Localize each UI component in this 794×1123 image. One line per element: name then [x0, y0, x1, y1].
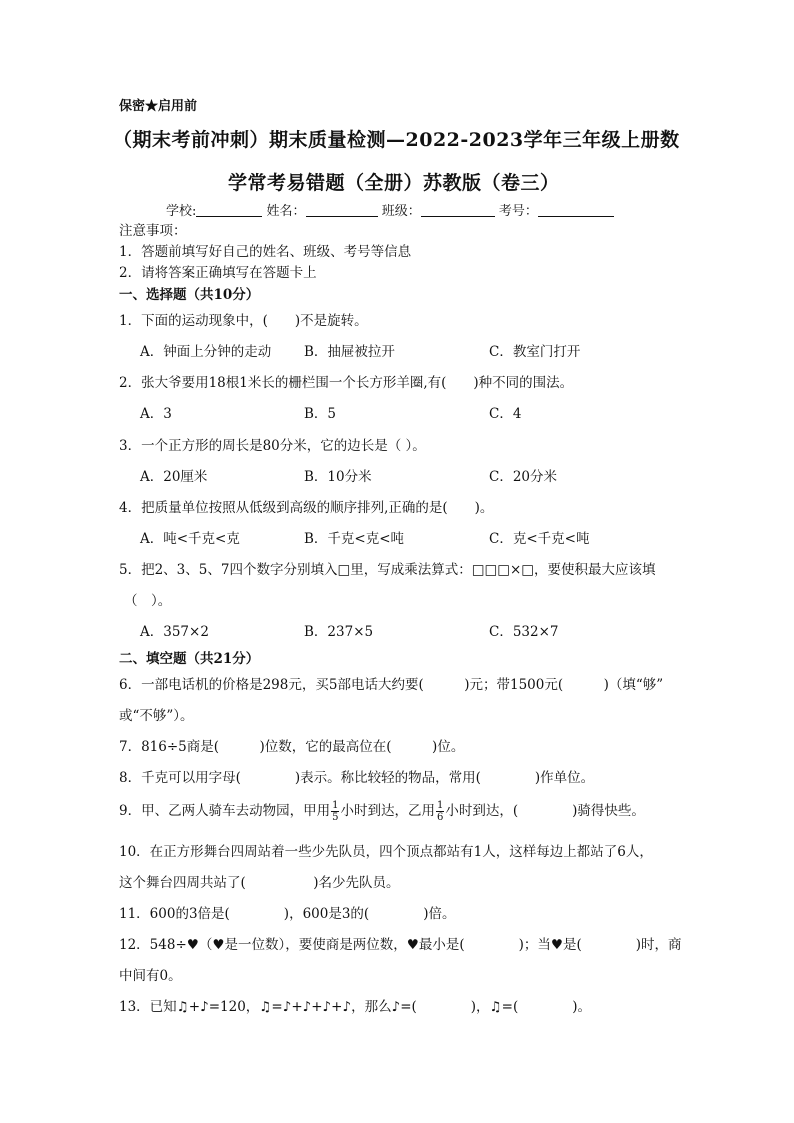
question-10-line-2: 这个舞台四周共站了( )名少先队员。: [119, 875, 400, 891]
q5-option-b: B．237×5: [304, 624, 374, 640]
q2-option-c: C．4: [489, 406, 522, 422]
exam-no-blank[interactable]: [538, 202, 614, 217]
question-8: 8．千克可以用字母( )表示。称比较轻的物品，常用( )作单位。: [119, 770, 595, 786]
exam-title-line-2: 学常考易错题（全册）苏教版（卷三）: [228, 172, 560, 194]
confidential-mark: 保密★启用前: [119, 99, 198, 114]
q2-option-a: A．3: [140, 406, 172, 422]
question-11: 11．600的3倍是( )，600是3的( )倍。: [119, 906, 456, 922]
notes-heading: 注意事项：: [119, 223, 187, 239]
question-6-line-1: 6．一部电话机的价格是298元，买5部电话大约要( )元；带1500元( )（填“够”: [119, 677, 664, 693]
class-blank[interactable]: [421, 202, 495, 217]
question-12-line-1: 12．548÷♥（♥是一位数），要使商是两位数，♥最小是( )；当♥是( )时，商: [119, 937, 682, 953]
class-label: 班级：: [381, 204, 421, 219]
question-10-line-1: 10．在正方形舞台四周站着一些少先队员，四个顶点都站有1人，这样每边上都站了6人，: [119, 844, 653, 860]
q1-option-b: B．抽屉被拉开: [304, 344, 395, 360]
q3-option-a: A．20厘米: [140, 469, 208, 485]
question-7: 7．816÷5商是( )位数，它的最高位在( )位。: [119, 739, 465, 755]
q9-text-3: 小时到达，( )骑得快些。: [445, 803, 645, 819]
question-2: 2．张大爷要用18根1米长的栅栏围一个长方形羊圈,有( )种不同的围法。: [119, 375, 574, 391]
q9-text-1: 9．甲、乙两人骑车去动物园，甲用: [119, 803, 331, 819]
question-5: 5．把2、3、5、7四个数字分别填入□里，写成乘法算式：□□□×□，要使积最大应该填: [119, 562, 656, 578]
notes-item-1: 1．答题前填写好自己的姓名、班级、考号等信息: [119, 244, 412, 260]
name-blank[interactable]: [306, 202, 378, 217]
school-label: 学校:: [166, 204, 197, 219]
q9-fraction-yi: $\frac{1}{6}$: [436, 800, 444, 823]
exam-title-line-1: （期末考前冲刺）期末质量检测—2022-2023学年三年级上册数: [113, 129, 680, 151]
question-6-line-2: 或“不够”）。: [119, 708, 194, 724]
q1-option-a: A．钟面上分钟的走动: [140, 344, 272, 360]
q5-option-c: C．532×7: [489, 624, 559, 640]
question-3: 3．一个正方形的周长是80分米，它的边长是（ ）。: [119, 438, 426, 454]
question-5-blank: （ ）。: [124, 593, 172, 609]
q5-option-a: A．357×2: [140, 624, 209, 640]
q4-option-a: A．吨<千克<克: [140, 531, 240, 547]
q9-fraction-jia: $\frac{1}{5}$: [332, 800, 339, 823]
q4-option-b: B．千克<克<吨: [304, 531, 405, 547]
question-4: 4．把质量单位按照从低级到高级的顺序排列,正确的是( )。: [119, 500, 494, 516]
question-13: 13．已知♫+♪=120，♫=♪+♪+♪+♪，那么♪=( )，♫=( )。: [119, 999, 592, 1015]
student-info-row: [166, 202, 614, 221]
q3-option-b: B．10分米: [304, 469, 372, 485]
school-blank[interactable]: [196, 202, 262, 217]
name-label: 姓名：: [266, 204, 306, 219]
section-2-heading: 二、填空题（共21分）: [119, 651, 260, 667]
q2-option-b: B．5: [304, 406, 337, 422]
section-1-heading: 一、选择题（共10分）: [119, 287, 260, 303]
exam-no-label: 考号：: [498, 204, 538, 219]
q1-option-c: C．教室门打开: [489, 344, 581, 360]
q9-text-2: 小时到达，乙用: [340, 803, 435, 819]
notes-item-2: 2．请将答案正确填写在答题卡上: [119, 265, 317, 281]
question-12-line-2: 中间有0。: [119, 968, 182, 984]
question-9: [119, 798, 645, 824]
question-1: 1．下面的运动现象中，( )不是旋转。: [119, 313, 368, 329]
q3-option-c: C．20分米: [489, 469, 558, 485]
q4-option-c: C．克<千克<吨: [489, 531, 590, 547]
